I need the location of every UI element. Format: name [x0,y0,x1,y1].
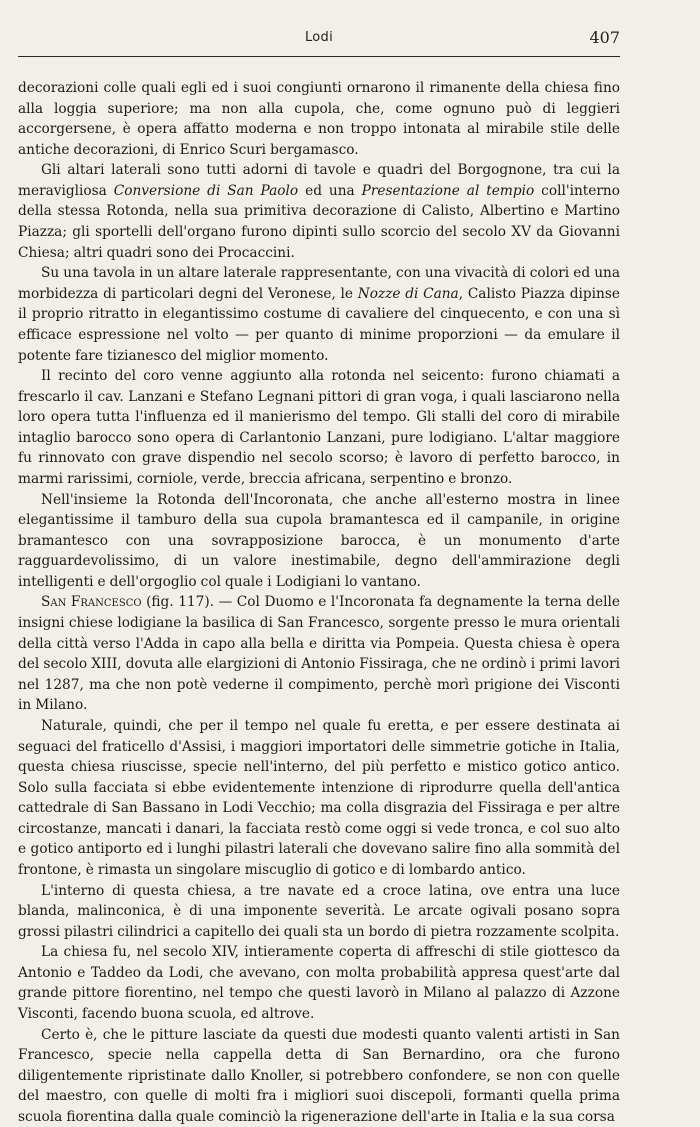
paragraph-1 [18,78,620,160]
paragraph-text: Certo è, che le pitture lasciate da questi due modesti quanto valenti artisti in San Francesco, specie nella cappella detta di San Bernardino, ora che furono diligentemente ripristinate dallo Knoller, si potrebbero confondere, se non con quelle del maestro, con quelle di molti fra i migliori suoi discepoli, formanti quella prima scuola fiorentina dalla quale cominciò la rigenerazione dell'arte in Italia e la sua corsa [18,1026,620,1125]
paragraph-text: Naturale, quindi, che per il tempo nel quale fu eretta, e per essere destinata ai seguaci del fraticello d'Assisi, i maggiori importatori delle simmetrie gotiche in Italia, questa chiesa riuscisse, specie nell'interno, del più perfetto e mistico gotico antico. Solo sulla facciata si ebbe evidentemente intenzione di riprodurre quella dell'antica cattedrale di San Bassano in Lodi Vecchio; ma colla disgrazia del Fissiraga e per altre circostanze, mancati i danari, la facciata restò come oggi si vede tronca, e col suo alto e gotico antiporto ed i lunghi pilastri laterali che dovevano salire fino alla sommità del frontone, è rimasta un singolare miscuglio di gotico e di lombardo antico. [18,717,620,878]
paragraph-text: (fig. 117). — Col Duomo e l'Incoronata fa degnamente la terna delle insigni chiese lodigiane la basilica di San Francesco, sorgente presso le mura orientali della città verso l'Adda in capo alla bella e diritta via Pompeia. Questa chiesa è opera del secolo XIII, dovuta alle elargizioni di Antonio Fissiraga, che ne ordinò i primi lavori nel 1287, ma che non potè vederne il compimento, perchè morì prigione dei Visconti in Milano. [18,594,620,714]
page-number: 407 [589,28,620,47]
running-head [18,28,620,50]
painting-title: Nozze di Cana [357,285,459,302]
paragraph-4 [18,366,620,489]
paragraph-10 [18,1025,620,1127]
paragraph-text: L'interno di questa chiesa, a tre navate ed a croce latina, ove entra una luce blanda, malinconica, è di una imponente severità. Le arcate ogivali posano sopra grossi pilastri cilindrici a capitello dei quali sta un bordo di pietra rozzamente scolpita. [18,882,620,940]
painting-title: Conversione di San Paolo [113,182,299,199]
section-lead: San Francesco [41,594,142,611]
paragraph-3 [18,263,620,366]
paragraph-text: Nell'insieme la Rotonda dell'Incoronata, che anche all'esterno mostra in linee elegantissime il tamburo della sua cupola bramantesca ed il campanile, in origine bramantesco con una sovrapposizione barocca, è un monumento d'arte ragguardevolissimo, di un valore inestimabile, degno dell'ammirazione degli intelligenti e dell'orgoglio col quale i Lodigiani lo vantano. [18,491,620,590]
header-rule [18,56,620,57]
paragraph-text: Gli altari laterali sono tutti adorni di tavole e quadri del Borgognone, tra cui la meravigliosa [18,162,620,199]
paragraph-8 [18,881,620,943]
paragraph-text: ed una [298,182,362,199]
painting-title: Presentazione al tempio [361,182,535,199]
paragraph-6 [18,592,620,715]
paragraph-text: La chiesa fu, nel secolo XIV, intieramente coperta di affreschi di stile giottesco da Antonio e Taddeo da Lodi, che avevano, con molta probabilità appresa quest'arte dal grande pittore fiorentino, nel tempo che questi lavorò in Milano al palazzo di Azzone Visconti, facendo buona scuola, ed altrove. [18,944,620,1023]
paragraph-2 [18,160,620,263]
paragraph-text: , Calisto Piazza dipinse il proprio ritratto in elegantissimo costume di cavaliere del cinquecento, e con una sì efficace espressione nel volto — per quanto di minime proporzioni — da emulare il potente fare tizianesco del miglior momento. [18,285,620,364]
paragraph-9 [18,942,620,1024]
body-text [18,78,620,1125]
paragraph-5 [18,490,620,593]
paragraph-text: decorazioni colle quali egli ed i suoi congiunti ornarono il rimanente della chiesa fino alla loggia superiore; ma non alla cupola, che, come ognuno può di leggieri accorgersene, è opera affatto moderna e non troppo intonata al mirabile stile delle antiche decorazioni, di Enrico Scuri bergamasco. [18,80,620,158]
paragraph-text: Su una tavola in un altare laterale rappresentante, con una vivacità di colori ed una morbidezza di particolari degni del Veronese, le [18,265,620,302]
paragraph-text: coll'interno della stessa Rotonda, nella sua primitiva decorazione di Calisto, Albertino e Martino Piazza; gli sportelli dell'organo furono dipinti sullo scorcio del secolo XV da Giovanni Chiesa; altri quadri sono dei Procaccini. [18,182,620,261]
paragraph-7 [18,716,620,881]
running-title: Lodi [304,30,334,45]
paragraph-text: Il recinto del coro venne aggiunto alla rotonda nel seicento: furono chiamati a frescarlo il cav. Lanzani e Stefano Legnani pittori di gran voga, i quali lasciarono nella loro opera tutta l'influenza ed il manierismo del tempo. Gli stalli del coro di mirabile intaglio barocco sono opera di Carlantonio Lanzani, pure lodigiano. L'altar maggiore fu rinnovato con grave dispendio nel secolo scorso; è lavoro di perfetto barocco, in marmi rarissimi, corniole, verde, breccia africana, serpentino e bronzo. [18,368,620,487]
